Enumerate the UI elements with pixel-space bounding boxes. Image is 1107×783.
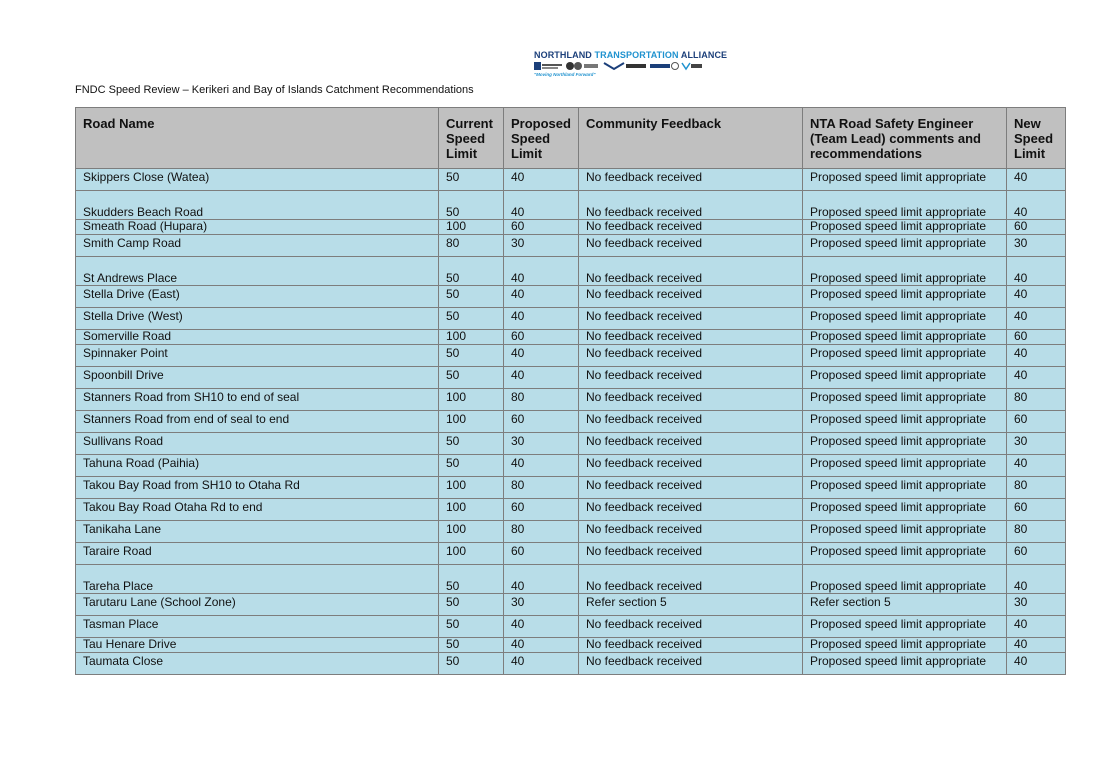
logo-title (534, 50, 727, 60)
cell-proposed: 60 (504, 330, 579, 345)
cell-proposed: 40 (504, 191, 579, 220)
cell-new: 80 (1007, 521, 1066, 543)
cell-current: 100 (439, 499, 504, 521)
cell-feedback: No feedback received (579, 330, 803, 345)
cell-proposed: 60 (504, 499, 579, 521)
cell-new: 40 (1007, 286, 1066, 308)
table-row (76, 308, 1066, 330)
cell-current: 50 (439, 455, 504, 477)
table-row (76, 477, 1066, 499)
cell-road: Tanikaha Lane (76, 521, 439, 543)
cell-road: Tau Henare Drive (76, 638, 439, 653)
cell-comment: Proposed speed limit appropriate (803, 286, 1007, 308)
cell-road: Sullivans Road (76, 433, 439, 455)
cell-current: 50 (439, 286, 504, 308)
cell-feedback: No feedback received (579, 638, 803, 653)
cell-comment: Proposed speed limit appropriate (803, 499, 1007, 521)
table-row (76, 345, 1066, 367)
cell-new: 40 (1007, 367, 1066, 389)
cell-current: 50 (439, 565, 504, 594)
cell-current: 50 (439, 308, 504, 330)
cell-road: Taumata Close (76, 653, 439, 675)
cell-proposed: 40 (504, 257, 579, 286)
cell-feedback: No feedback received (579, 169, 803, 191)
cell-road: Takou Bay Road Otaha Rd to end (76, 499, 439, 521)
cell-feedback: No feedback received (579, 389, 803, 411)
cell-comment: Proposed speed limit appropriate (803, 345, 1007, 367)
cell-road: Taraire Road (76, 543, 439, 565)
cell-feedback: No feedback received (579, 433, 803, 455)
speed-review-table (75, 107, 1066, 675)
header-engineer-comments: NTA Road Safety Engineer (Team Lead) comments and recommendations (803, 108, 1007, 169)
table-row (76, 367, 1066, 389)
cell-proposed: 60 (504, 411, 579, 433)
cell-proposed: 40 (504, 653, 579, 675)
logo-title-alliance: ALLIANCE (680, 50, 728, 60)
table-row (76, 169, 1066, 191)
cell-feedback: No feedback received (579, 220, 803, 235)
cell-road: Smith Camp Road (76, 235, 439, 257)
header-road-name: Road Name (76, 108, 439, 169)
table-row (76, 411, 1066, 433)
cell-proposed: 40 (504, 308, 579, 330)
cell-comment: Proposed speed limit appropriate (803, 169, 1007, 191)
cell-road: Takou Bay Road from SH10 to Otaha Rd (76, 477, 439, 499)
cell-current: 50 (439, 367, 504, 389)
cell-road: Stanners Road from SH10 to end of seal (76, 389, 439, 411)
cell-current: 50 (439, 594, 504, 616)
cell-proposed: 40 (504, 455, 579, 477)
cell-current: 50 (439, 653, 504, 675)
cell-current: 100 (439, 411, 504, 433)
cell-proposed: 60 (504, 543, 579, 565)
header-new-speed-limit: New Speed Limit (1007, 108, 1066, 169)
cell-current: 50 (439, 191, 504, 220)
table-row (76, 616, 1066, 638)
cell-road: St Andrews Place (76, 257, 439, 286)
cell-comment: Proposed speed limit appropriate (803, 616, 1007, 638)
header-community-feedback: Community Feedback (579, 108, 803, 169)
cell-new: 40 (1007, 169, 1066, 191)
cell-new: 40 (1007, 653, 1066, 675)
table-row (76, 543, 1066, 565)
cell-current: 50 (439, 616, 504, 638)
table-row (76, 433, 1066, 455)
document-title: FNDC Speed Review – Kerikeri and Bay of Islands Catchment Recommendations (75, 84, 474, 96)
cell-current: 100 (439, 477, 504, 499)
cell-road: Smeath Road (Hupara) (76, 220, 439, 235)
cell-proposed: 40 (504, 367, 579, 389)
table-row (76, 653, 1066, 675)
cell-feedback: No feedback received (579, 411, 803, 433)
cell-proposed: 80 (504, 521, 579, 543)
table-row (76, 220, 1066, 235)
cell-feedback: No feedback received (579, 286, 803, 308)
cell-comment: Proposed speed limit appropriate (803, 220, 1007, 235)
table-row (76, 191, 1066, 220)
cell-current: 50 (439, 169, 504, 191)
cell-new: 60 (1007, 543, 1066, 565)
cell-new: 40 (1007, 455, 1066, 477)
cell-road: Stanners Road from end of seal to end (76, 411, 439, 433)
cell-road: Tareha Place (76, 565, 439, 594)
cell-proposed: 80 (504, 389, 579, 411)
cell-proposed: 40 (504, 616, 579, 638)
cell-new: 40 (1007, 565, 1066, 594)
logo-title-northland: NORTHLAND (534, 50, 592, 60)
table-row (76, 235, 1066, 257)
cell-road: Stella Drive (West) (76, 308, 439, 330)
cell-proposed: 40 (504, 638, 579, 653)
cell-comment: Proposed speed limit appropriate (803, 653, 1007, 675)
cell-proposed: 30 (504, 594, 579, 616)
cell-comment: Proposed speed limit appropriate (803, 638, 1007, 653)
cell-new: 30 (1007, 594, 1066, 616)
header-current-speed-limit: Current Speed Limit (439, 108, 504, 169)
cell-comment: Refer section 5 (803, 594, 1007, 616)
cell-feedback: No feedback received (579, 477, 803, 499)
cell-proposed: 30 (504, 235, 579, 257)
cell-current: 100 (439, 521, 504, 543)
table-row (76, 521, 1066, 543)
cell-feedback: No feedback received (579, 257, 803, 286)
table-row (76, 499, 1066, 521)
cell-new: 40 (1007, 345, 1066, 367)
cell-comment: Proposed speed limit appropriate (803, 330, 1007, 345)
cell-proposed: 40 (504, 286, 579, 308)
cell-feedback: No feedback received (579, 499, 803, 521)
table-row (76, 594, 1066, 616)
header-proposed-speed-limit: Proposed Speed Limit (504, 108, 579, 169)
cell-current: 100 (439, 220, 504, 235)
cell-current: 80 (439, 235, 504, 257)
logo-title-transportation: TRANSPORTATION (594, 50, 679, 60)
table-row (76, 330, 1066, 345)
cell-new: 80 (1007, 477, 1066, 499)
cell-new: 80 (1007, 389, 1066, 411)
table-row (76, 286, 1066, 308)
cell-current: 50 (439, 345, 504, 367)
cell-comment: Proposed speed limit appropriate (803, 477, 1007, 499)
cell-comment: Proposed speed limit appropriate (803, 389, 1007, 411)
cell-proposed: 80 (504, 477, 579, 499)
cell-feedback: No feedback received (579, 345, 803, 367)
cell-road: Skudders Beach Road (76, 191, 439, 220)
cell-road: Stella Drive (East) (76, 286, 439, 308)
cell-feedback: No feedback received (579, 308, 803, 330)
cell-comment: Proposed speed limit appropriate (803, 565, 1007, 594)
cell-feedback: No feedback received (579, 455, 803, 477)
logo-tagline: "Moving Northland Forward" (534, 72, 596, 77)
cell-new: 60 (1007, 330, 1066, 345)
cell-comment: Proposed speed limit appropriate (803, 308, 1007, 330)
cell-road: Spoonbill Drive (76, 367, 439, 389)
cell-comment: Proposed speed limit appropriate (803, 235, 1007, 257)
cell-comment: Proposed speed limit appropriate (803, 521, 1007, 543)
cell-feedback: No feedback received (579, 616, 803, 638)
cell-new: 60 (1007, 499, 1066, 521)
cell-feedback: No feedback received (579, 543, 803, 565)
cell-feedback: No feedback received (579, 565, 803, 594)
cell-new: 30 (1007, 433, 1066, 455)
cell-new: 40 (1007, 191, 1066, 220)
cell-comment: Proposed speed limit appropriate (803, 543, 1007, 565)
cell-road: Tahuna Road (Paihia) (76, 455, 439, 477)
cell-current: 50 (439, 257, 504, 286)
cell-comment: Proposed speed limit appropriate (803, 191, 1007, 220)
cell-comment: Proposed speed limit appropriate (803, 257, 1007, 286)
cell-road: Spinnaker Point (76, 345, 439, 367)
cell-current: 100 (439, 330, 504, 345)
cell-current: 50 (439, 433, 504, 455)
cell-new: 40 (1007, 638, 1066, 653)
partner-logos-strip (534, 61, 702, 72)
cell-new: 60 (1007, 411, 1066, 433)
cell-road: Somerville Road (76, 330, 439, 345)
nta-logo (534, 50, 728, 82)
cell-road: Skippers Close (Watea) (76, 169, 439, 191)
table-row (76, 455, 1066, 477)
table-row (76, 257, 1066, 286)
cell-feedback: Refer section 5 (579, 594, 803, 616)
cell-feedback: No feedback received (579, 191, 803, 220)
cell-comment: Proposed speed limit appropriate (803, 433, 1007, 455)
cell-proposed: 30 (504, 433, 579, 455)
cell-feedback: No feedback received (579, 653, 803, 675)
cell-current: 50 (439, 638, 504, 653)
cell-proposed: 60 (504, 220, 579, 235)
cell-comment: Proposed speed limit appropriate (803, 411, 1007, 433)
cell-comment: Proposed speed limit appropriate (803, 367, 1007, 389)
cell-feedback: No feedback received (579, 521, 803, 543)
cell-new: 60 (1007, 220, 1066, 235)
cell-feedback: No feedback received (579, 235, 803, 257)
table-row (76, 565, 1066, 594)
cell-new: 40 (1007, 257, 1066, 286)
cell-comment: Proposed speed limit appropriate (803, 455, 1007, 477)
cell-new: 30 (1007, 235, 1066, 257)
cell-proposed: 40 (504, 565, 579, 594)
cell-new: 40 (1007, 308, 1066, 330)
table-row (76, 638, 1066, 653)
cell-new: 40 (1007, 616, 1066, 638)
table-row (76, 389, 1066, 411)
cell-road: Tasman Place (76, 616, 439, 638)
cell-current: 100 (439, 543, 504, 565)
cell-proposed: 40 (504, 345, 579, 367)
cell-feedback: No feedback received (579, 367, 803, 389)
cell-road: Tarutaru Lane (School Zone) (76, 594, 439, 616)
table-header-row (76, 108, 1066, 169)
cell-proposed: 40 (504, 169, 579, 191)
cell-current: 100 (439, 389, 504, 411)
